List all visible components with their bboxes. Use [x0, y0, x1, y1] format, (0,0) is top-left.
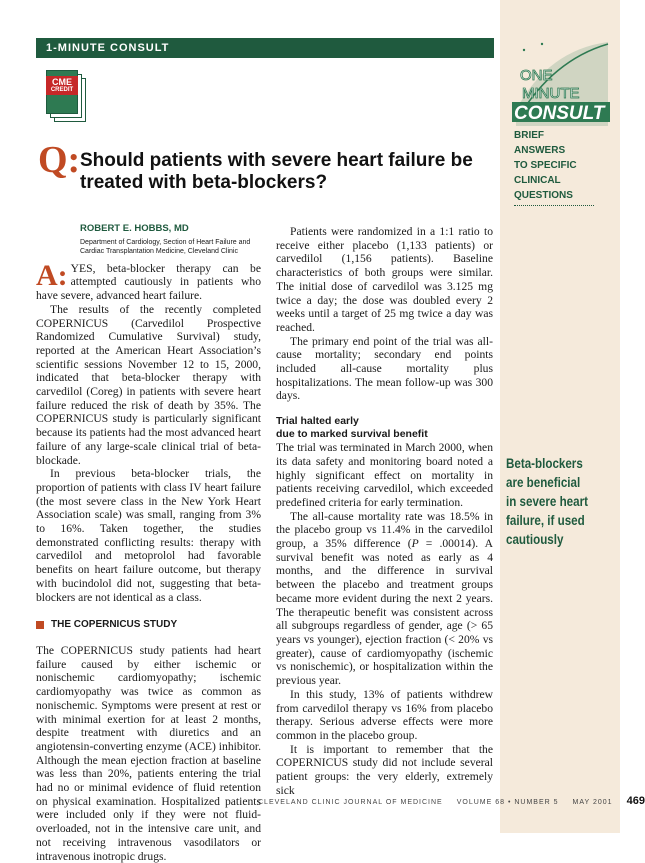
page-footer [258, 795, 645, 807]
author-name: ROBERT E. HOBBS, MD [80, 223, 189, 234]
logo-word-one: ONE [520, 67, 553, 84]
trial-paragraph-2: The all-cause mortality rate was 18.5% in the placebo group vs 11.4% in the carvedilol group, a 35% difference (P = .00014). A survival benefit was noted as early as 4 months, and the difference in survival between the placebo and treatment groups became more evident during the next 2 years. The therapeutic benefit was consistent across all subgroups regardless of gender, age (> 65 years vs younger), ejection fraction (< 20% vs greater), cause of cardiomyopathy (ischemic vs nonischemic), or hospitalization within the previous year. [276, 509, 494, 688]
tagline-line: CLINICAL [514, 175, 561, 186]
question-title: Should patients with severe heart failure be treated with beta-blockers? [80, 150, 473, 193]
subheading-trial-halted [276, 415, 493, 441]
page-number: 469 [626, 795, 645, 807]
study-paragraph-1: The COPERNICUS study patients had heart failure caused by either ischemic or nonischemic cardiomyopathy; ischemic cardiomyopathy was twice as common as nonischemic. Symptoms were present at rest or with minimal exertion for at least 2 months, despite treatment with diuretics and an angiotensin-converting enzyme (ACE) inhibitor. Although the mean ejection fraction at baseline was less than 20%, patients entering the trial had no or minimal evidence of fluid retention on physical examination. Hospitalized patients were included only if they were not fluid-overloaded, not in the intensive care unit, and not receiving intravenous vasodilators or intravenous inotropic drugs. [36, 643, 261, 863]
answer-paragraph-3: In previous beta-blocker trials, the proportion of patients with class IV heart failure (the most severe class in the New York Heart Association scale) was small, ranging from 3% to 16%. Taken together, the studies demonstrated conflicting results: therapy with carvedilol and metoprolol had favorable benefits on heart failure outcome, but therapy with bucindolol did not, suggesting that beta-blockers are not identical as a class. [36, 467, 261, 604]
one-minute-consult-logo [508, 40, 612, 126]
logo-word-minute: MINUTE [522, 85, 580, 102]
cme-label: CME [52, 77, 72, 87]
tagline-line: QUESTIONS [514, 190, 573, 201]
tagline-line: TO SPECIFIC [514, 160, 577, 171]
question-mark-label: Q: [38, 139, 81, 181]
credit-label: CREDIT [50, 87, 74, 93]
section-banner: 1-MINUTE CONSULT [36, 38, 494, 58]
article-column-right [276, 225, 493, 797]
trial-paragraph-1: The trial was terminated in March 2000, when its data safety and monitoring board noted a highly significant effect on mortality in patients receiving carvedilol, which exceeded predefined criteria for early termination. [276, 441, 493, 509]
trial-paragraph-4: It is important to remember that the COPERNICUS study did not include several patient groups: the very elderly, extremely sick [276, 742, 493, 797]
answer-mark-label: A: [36, 258, 68, 292]
tagline-line: ANSWERS [514, 145, 566, 156]
author-affiliation: Department of Cardiology, Section of Heart Failure and Cardiac Transplantation Medicine, Cleveland Clinic [80, 238, 251, 255]
square-bullet-icon [36, 621, 44, 629]
footer-journal: CLEVELAND CLINIC JOURNAL OF MEDICINE [258, 799, 443, 806]
pull-quote: Beta-blockers are beneficial in severe heart failure, if used cautiously [506, 456, 588, 547]
study-paragraph-2: Patients were randomized in a 1:1 ratio to receive either placebo (1,133 patients) or carvedilol (1,156 patients). Baseline characteristics of both groups were similar. The initial dose of carvedilol was 3.125 mg twice a day; the dose was doubled every 2 weeks until a target of 25 mg twice a day was reached. [276, 225, 493, 334]
answer-paragraph-1: , beta-blocker therapy can be attempted cautiously in patients who have severe, advanced heart failure. [36, 261, 261, 303]
section-heading-copernicus [36, 618, 261, 632]
subheading-line-2: due to marked survival benefit [276, 428, 428, 441]
study-paragraph-3: The primary end point of the trial was all-cause mortality; secondary end points included all-cause mortality plus hospitalizations. The mean follow-up was 300 days. [276, 334, 493, 403]
section-heading-text: THE COPERNICUS STUDY [51, 619, 178, 631]
trial-paragraph-3: In this study, 13% of patients withdrew from carvedilol therapy vs 16% from placebo therapy. Serious adverse effects were more common in the placebo group. [276, 687, 493, 742]
answer-paragraph-2: The results of the recently completed COPERNICUS (Carvedilol Prospective Randomized Cumulative Survival) study, reported at the American Heart Association’s scientific sessions November 12 to 15, 2000, indicated that beta-blocker therapy with carvedilol (Coreg) in patients with severe heart failure reduced the risk of death by 35%. The COPERNICUS study is particularly significant because its patients had the most advanced heart failure of any large-scale clinical trial of beta-blockade. [36, 302, 261, 467]
article-column-left [36, 222, 261, 863]
footer-volume: VOLUME 68 • NUMBER 5 [456, 799, 559, 806]
tagline-line: BRIEF [514, 130, 544, 141]
logo-word-consult: CONSULT [514, 103, 605, 124]
cme-credit-badge [40, 66, 84, 120]
footer-date: MAY 2001 [572, 799, 613, 806]
tagline [514, 128, 610, 206]
answer-lead-word: YES [70, 261, 93, 275]
subheading-line-1: Trial halted early [276, 415, 359, 428]
